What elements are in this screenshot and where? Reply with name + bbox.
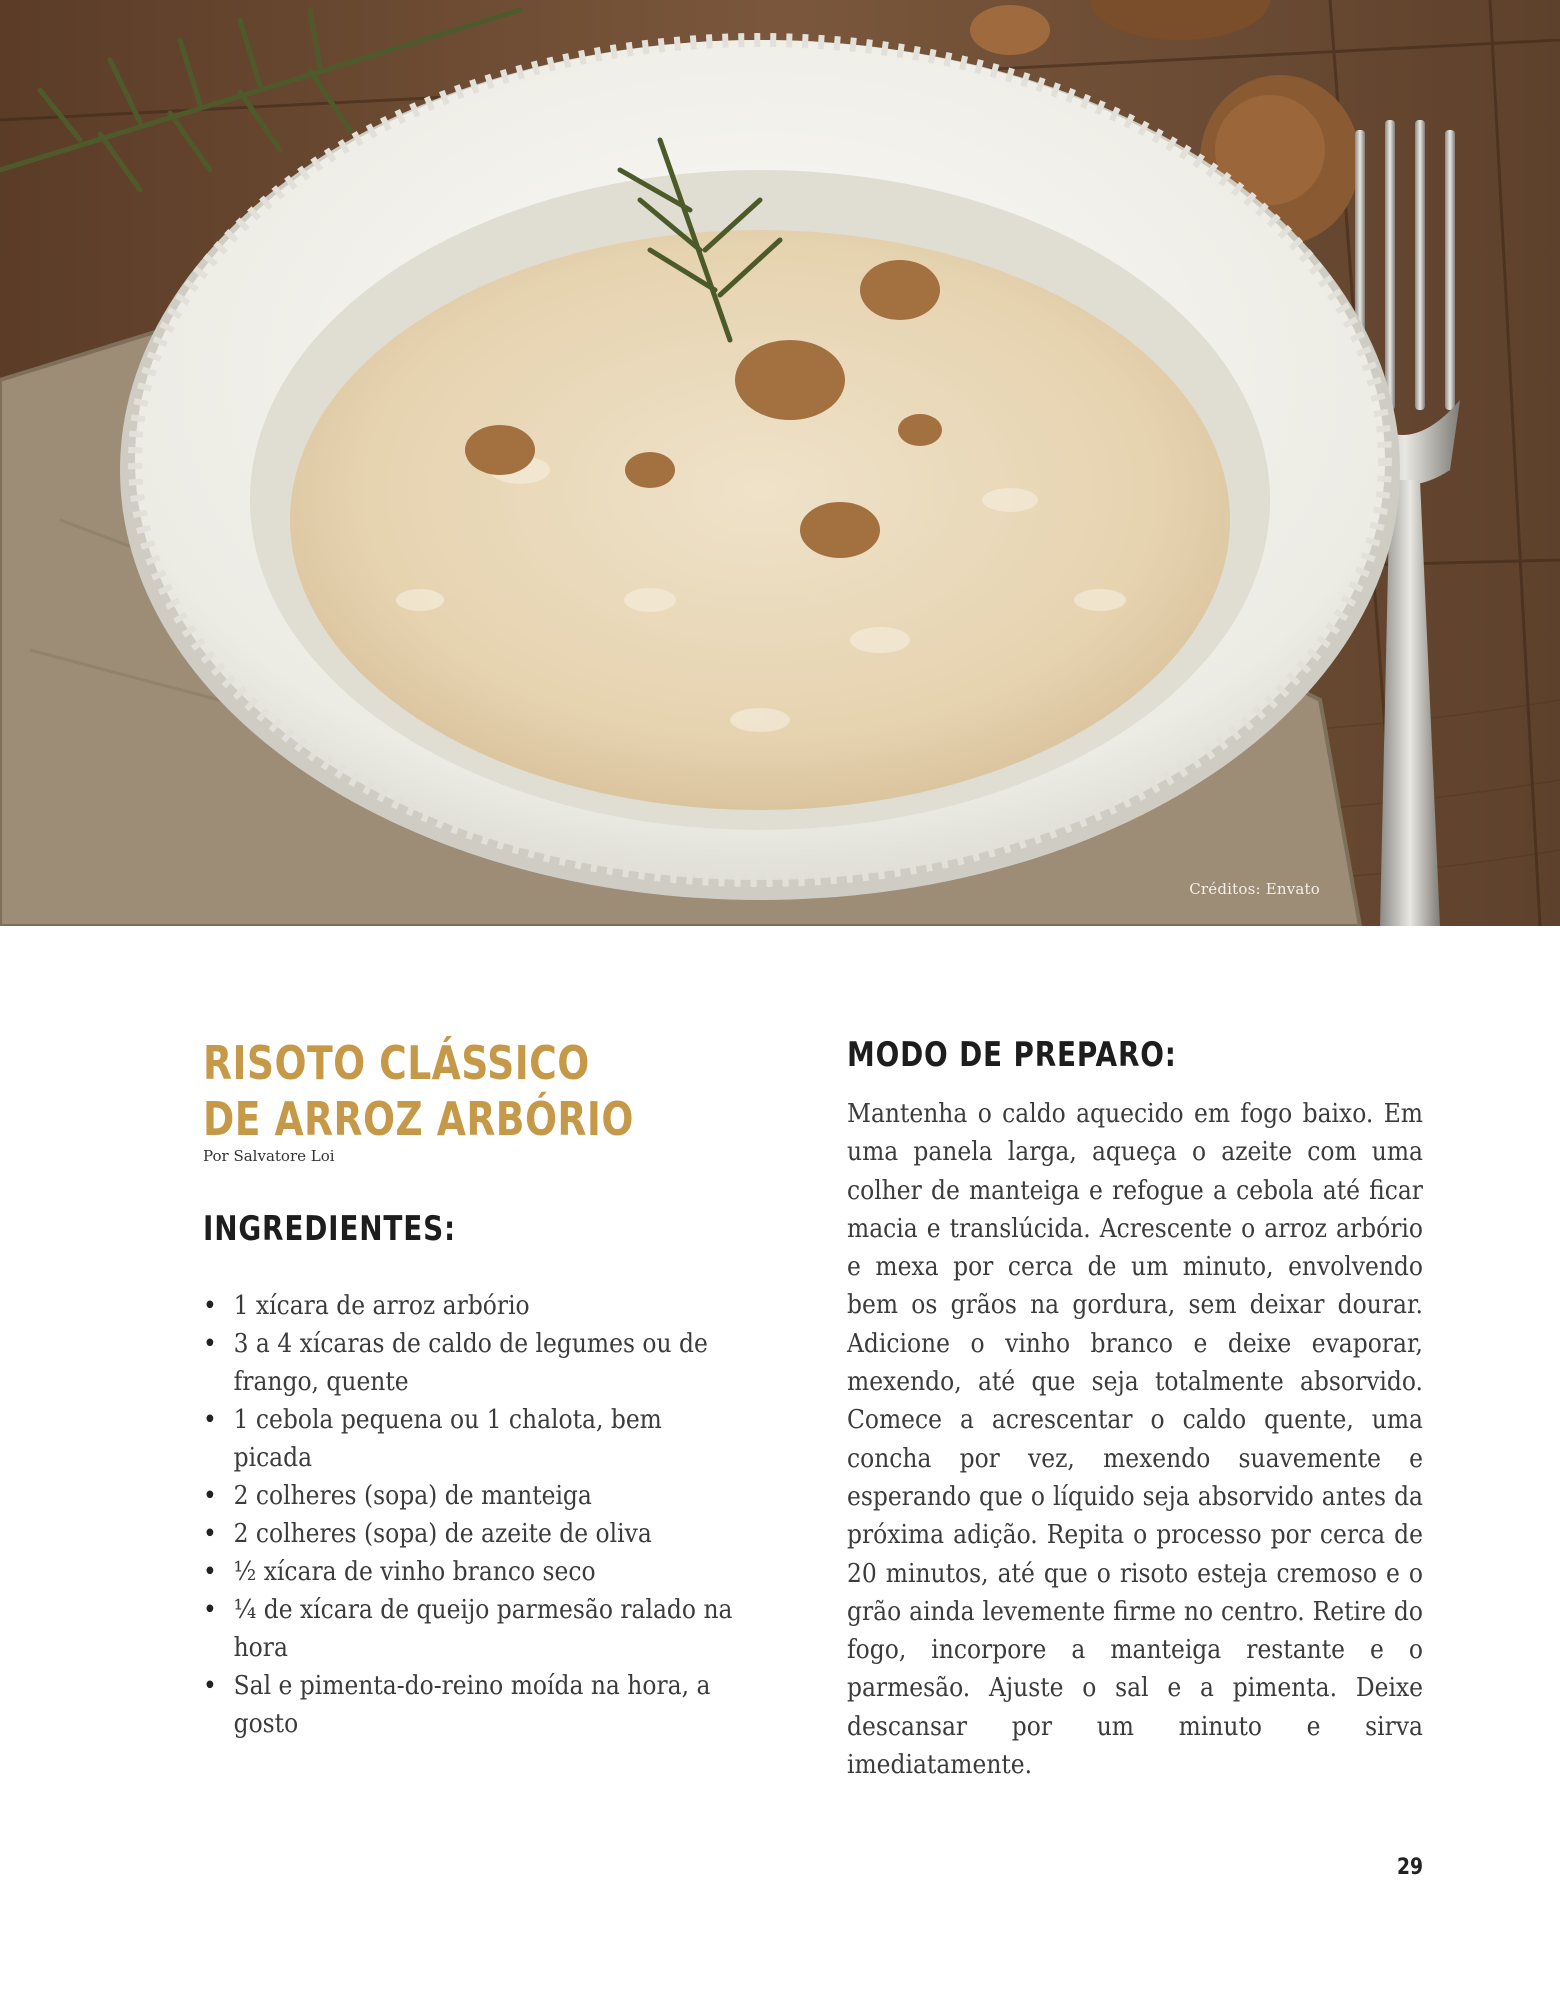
page-number: 29: [1397, 1855, 1424, 1880]
preparation-text: Mantenha o caldo aquecido em fogo baixo. Em uma panela larga, aqueça o azeite com uma colher de manteiga e refogue a cebola até ficar macia e translúcida. Acrescente o arroz arbório e mexa por cerca de um minuto, envolvendo bem os grãos na gordura, sem deixar dourar. Adicione o vinho branco e deixe evaporar, mexendo, até que seja totalmente absorvido. Comece a acrescentar o caldo quente, uma concha por vez, mexendo suavemente e esperando que o líquido seja absorvido antes da próxima adição. Repita o processo por cerca de 20 minutos, até que o risoto esteja cremoso e o grão ainda levemente firme no centro. Retire do fogo, incorpore a manteiga restante e o parmesão. Ajuste o sal e a pimenta. Deixe descansar por um minuto e sirva imediatamente.: [847, 1099, 1423, 1781]
recipe-title-line-2: DE ARROZ ARBÓRIO: [203, 1092, 634, 1146]
ingredients-list: [203, 1287, 733, 1743]
ingredient-item: • 2 colheres (sopa) de manteiga: [203, 1477, 738, 1515]
recipe-left-column: [203, 1035, 733, 1743]
risotto-illustration: [0, 0, 1560, 926]
ingredient-item: • 2 colheres (sopa) de azeite de oliva: [203, 1515, 738, 1553]
ingredient-item: • Sal e pimenta-do-reino moída na hora, a gosto: [203, 1667, 738, 1743]
ingredient-item: • ¼ de xícara de queijo parmesão ralado na hora: [203, 1591, 738, 1667]
ingredient-item: • 1 cebola pequena ou 1 chalota, bem picada: [203, 1401, 738, 1477]
recipe-title: [203, 1035, 634, 1147]
recipe-right-column: [847, 1035, 1422, 1810]
recipe-byline: Por Salvatore Loi: [203, 1147, 335, 1165]
ingredient-item: • 1 xícara de arroz arbório: [203, 1287, 738, 1325]
ingredient-item: • ½ xícara de vinho branco seco: [203, 1553, 738, 1591]
preparation-heading: MODO DE PREPARO:: [847, 1035, 1177, 1075]
ingredients-heading: INGREDIENTES:: [203, 1209, 456, 1249]
ingredient-item: • 3 a 4 xícaras de caldo de legumes ou de frango, quente: [203, 1325, 738, 1401]
recipe-title-line-1: RISOTO CLÁSSICO: [203, 1036, 590, 1090]
risotto-photo: [0, 0, 1560, 926]
photo-credit: Créditos: Envato: [1189, 880, 1320, 898]
